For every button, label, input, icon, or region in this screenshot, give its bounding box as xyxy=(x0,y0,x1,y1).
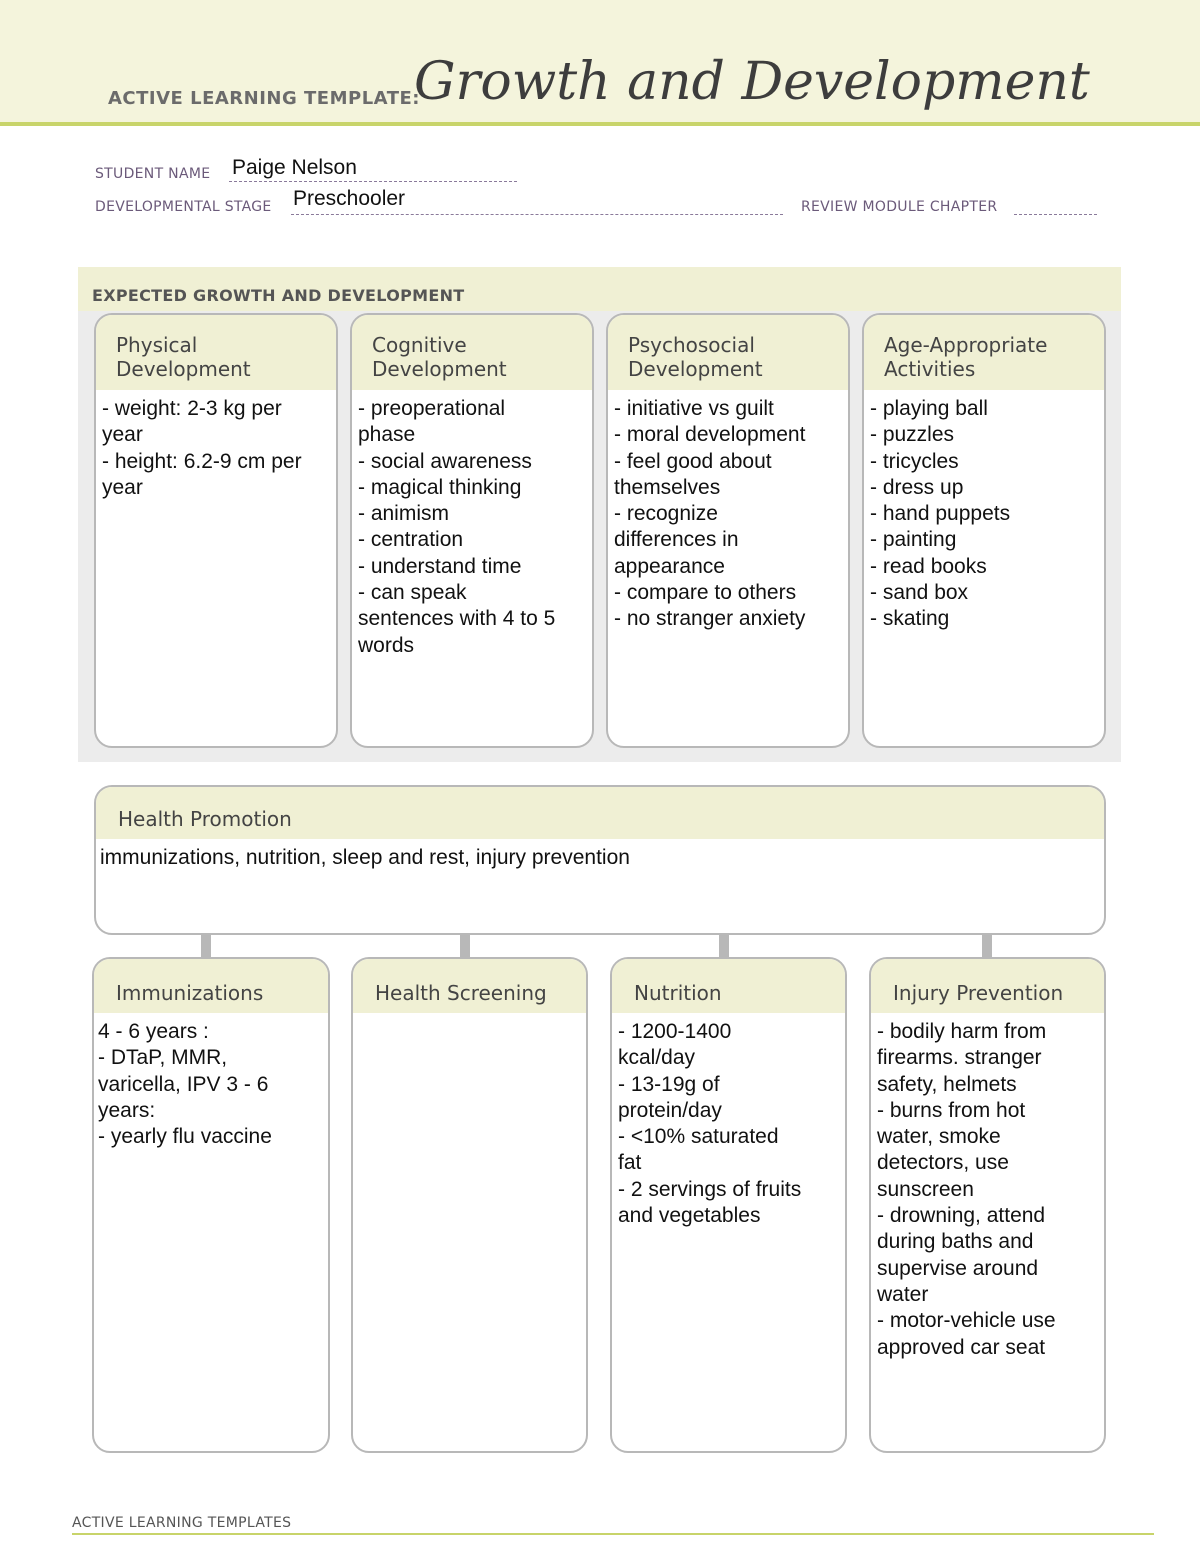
footer-rule xyxy=(72,1533,1154,1535)
card-line: phase xyxy=(358,423,416,447)
card-title-line: Development xyxy=(116,357,251,381)
header-rule xyxy=(0,122,1200,126)
review-module-label: REVIEW MODULE CHAPTER xyxy=(801,199,998,215)
card-line: - hand puppets xyxy=(870,502,1011,526)
nutrition-title: Nutrition xyxy=(612,959,845,1013)
card-line: - 2 servings of fruits xyxy=(618,1177,802,1201)
card-line: - centration xyxy=(358,528,464,552)
injury-prevention-title: Injury Prevention xyxy=(871,959,1104,1013)
student-name-label: STUDENT NAME xyxy=(95,166,211,182)
page-title: Growth and Development xyxy=(414,52,1090,112)
card-line: - can speak xyxy=(358,581,467,605)
card-line: year xyxy=(102,475,143,499)
card-line: approved car seat xyxy=(877,1335,1046,1359)
immunizations-title: Immunizations xyxy=(94,959,328,1013)
card-line: - yearly flu vaccine xyxy=(98,1125,272,1149)
psychosocial-development-card xyxy=(606,313,850,748)
health-promotion-text[interactable]: immunizations, nutrition, sleep and rest, injury prevention xyxy=(100,846,630,869)
card-line: - height: 6.2-9 cm per xyxy=(102,449,302,473)
card-line: and vegetables xyxy=(618,1204,761,1228)
card-line: firearms. stranger xyxy=(877,1046,1042,1070)
developmental-stage-line xyxy=(291,214,783,215)
card-line: differences in xyxy=(614,528,739,552)
card-line: sunscreen xyxy=(877,1177,974,1201)
age-appropriate-activities-body[interactable] xyxy=(864,390,1104,633)
health-screening-title: Health Screening xyxy=(353,959,586,1013)
connector xyxy=(982,935,992,957)
card-line: fat xyxy=(618,1151,642,1175)
card-line: - weight: 2-3 kg per xyxy=(102,397,282,420)
student-name-field[interactable]: Paige Nelson xyxy=(232,156,357,179)
card-line: - burns from hot xyxy=(877,1098,1026,1122)
connector xyxy=(719,935,729,957)
immunizations-card xyxy=(92,957,330,1453)
card-line: - drowning, attend xyxy=(877,1204,1046,1228)
card-line: - <10% saturated xyxy=(618,1125,779,1149)
card-line: supervise around xyxy=(877,1256,1039,1280)
card-line: 4 - 6 years : xyxy=(98,1020,209,1043)
nutrition-card xyxy=(610,957,847,1453)
student-name-line xyxy=(229,181,517,182)
immunizations-body[interactable] xyxy=(94,1013,328,1150)
card-line: kcal/day xyxy=(618,1046,696,1070)
card-line: - animism xyxy=(358,502,450,526)
connector xyxy=(460,935,470,957)
card-line: - DTaP, MMR, xyxy=(98,1046,228,1070)
card-line: - social awareness xyxy=(358,449,532,473)
card-line: - sand box xyxy=(870,581,969,605)
card-line: - dress up xyxy=(870,475,964,499)
card-line: - bodily harm from xyxy=(877,1020,1047,1043)
age-appropriate-activities-card xyxy=(862,313,1106,748)
card-line: - 1200-1400 xyxy=(618,1020,732,1043)
card-line: - recognize xyxy=(614,502,718,526)
card-line: themselves xyxy=(614,475,721,499)
expected-growth-title: EXPECTED GROWTH AND DEVELOPMENT xyxy=(92,286,465,305)
card-line: - magical thinking xyxy=(358,475,522,499)
connector xyxy=(201,935,211,957)
card-line: - compare to others xyxy=(614,581,797,605)
card-title-line: Physical xyxy=(116,333,198,357)
age-appropriate-activities-heading xyxy=(864,315,1104,390)
card-line: - understand time xyxy=(358,554,522,578)
injury-prevention-card xyxy=(869,957,1106,1453)
template-label: ACTIVE LEARNING TEMPLATE: xyxy=(108,88,420,109)
card-line: - motor-vehicle use xyxy=(877,1309,1056,1333)
card-line: - skating xyxy=(870,607,950,631)
card-line: - feel good about xyxy=(614,449,772,473)
cognitive-development-card xyxy=(350,313,594,748)
card-line: - preoperational xyxy=(358,397,506,420)
card-line: during baths and xyxy=(877,1230,1034,1254)
card-line: water, smoke xyxy=(877,1125,1001,1149)
card-title-line: Cognitive xyxy=(372,333,467,357)
psychosocial-development-heading xyxy=(608,315,848,390)
card-line: detectors, use xyxy=(877,1151,1009,1175)
card-line: - tricycles xyxy=(870,449,959,473)
card-line: - 13-19g of xyxy=(618,1072,720,1096)
card-title-line: Age-Appropriate xyxy=(884,333,1048,357)
health-promotion-card xyxy=(94,785,1106,935)
card-title-line: Activities xyxy=(884,357,976,381)
card-line: - initiative vs guilt xyxy=(614,397,774,420)
card-line: sentences with 4 to 5 xyxy=(358,607,556,631)
expected-growth-header xyxy=(78,267,1121,311)
health-screening-card xyxy=(351,957,588,1453)
psychosocial-development-body[interactable] xyxy=(608,390,848,633)
footer-label: ACTIVE LEARNING TEMPLATES xyxy=(72,1515,292,1531)
physical-development-body[interactable] xyxy=(96,390,336,501)
card-title-line: Development xyxy=(628,357,763,381)
card-line: varicella, IPV 3 - 6 xyxy=(98,1072,269,1096)
nutrition-body[interactable] xyxy=(612,1013,845,1229)
review-module-line xyxy=(1014,214,1097,215)
card-line: - playing ball xyxy=(870,397,988,420)
card-line: safety, helmets xyxy=(877,1072,1017,1096)
card-line: - puzzles xyxy=(870,423,955,447)
developmental-stage-field[interactable]: Preschooler xyxy=(293,187,406,210)
card-line: - moral development xyxy=(614,423,806,447)
card-title-line: Development xyxy=(372,357,507,381)
physical-development-card xyxy=(94,313,338,748)
card-line: water xyxy=(877,1282,929,1306)
card-line: year xyxy=(102,423,143,447)
card-line: words xyxy=(358,633,415,657)
card-line: protein/day xyxy=(618,1098,722,1122)
card-title-line: Psychosocial xyxy=(628,333,755,357)
card-line: - painting xyxy=(870,528,957,552)
card-line: - read books xyxy=(870,554,987,578)
health-promotion-title: Health Promotion xyxy=(96,787,1104,839)
cognitive-development-heading xyxy=(352,315,592,390)
card-line: years: xyxy=(98,1098,156,1122)
card-line: - no stranger anxiety xyxy=(614,607,806,631)
card-line: appearance xyxy=(614,554,725,578)
physical-development-heading xyxy=(96,315,336,390)
injury-prevention-body[interactable] xyxy=(871,1013,1104,1361)
health-screening-body[interactable] xyxy=(353,1013,586,1019)
cognitive-development-body[interactable] xyxy=(352,390,592,659)
developmental-stage-label: DEVELOPMENTAL STAGE xyxy=(95,199,272,215)
